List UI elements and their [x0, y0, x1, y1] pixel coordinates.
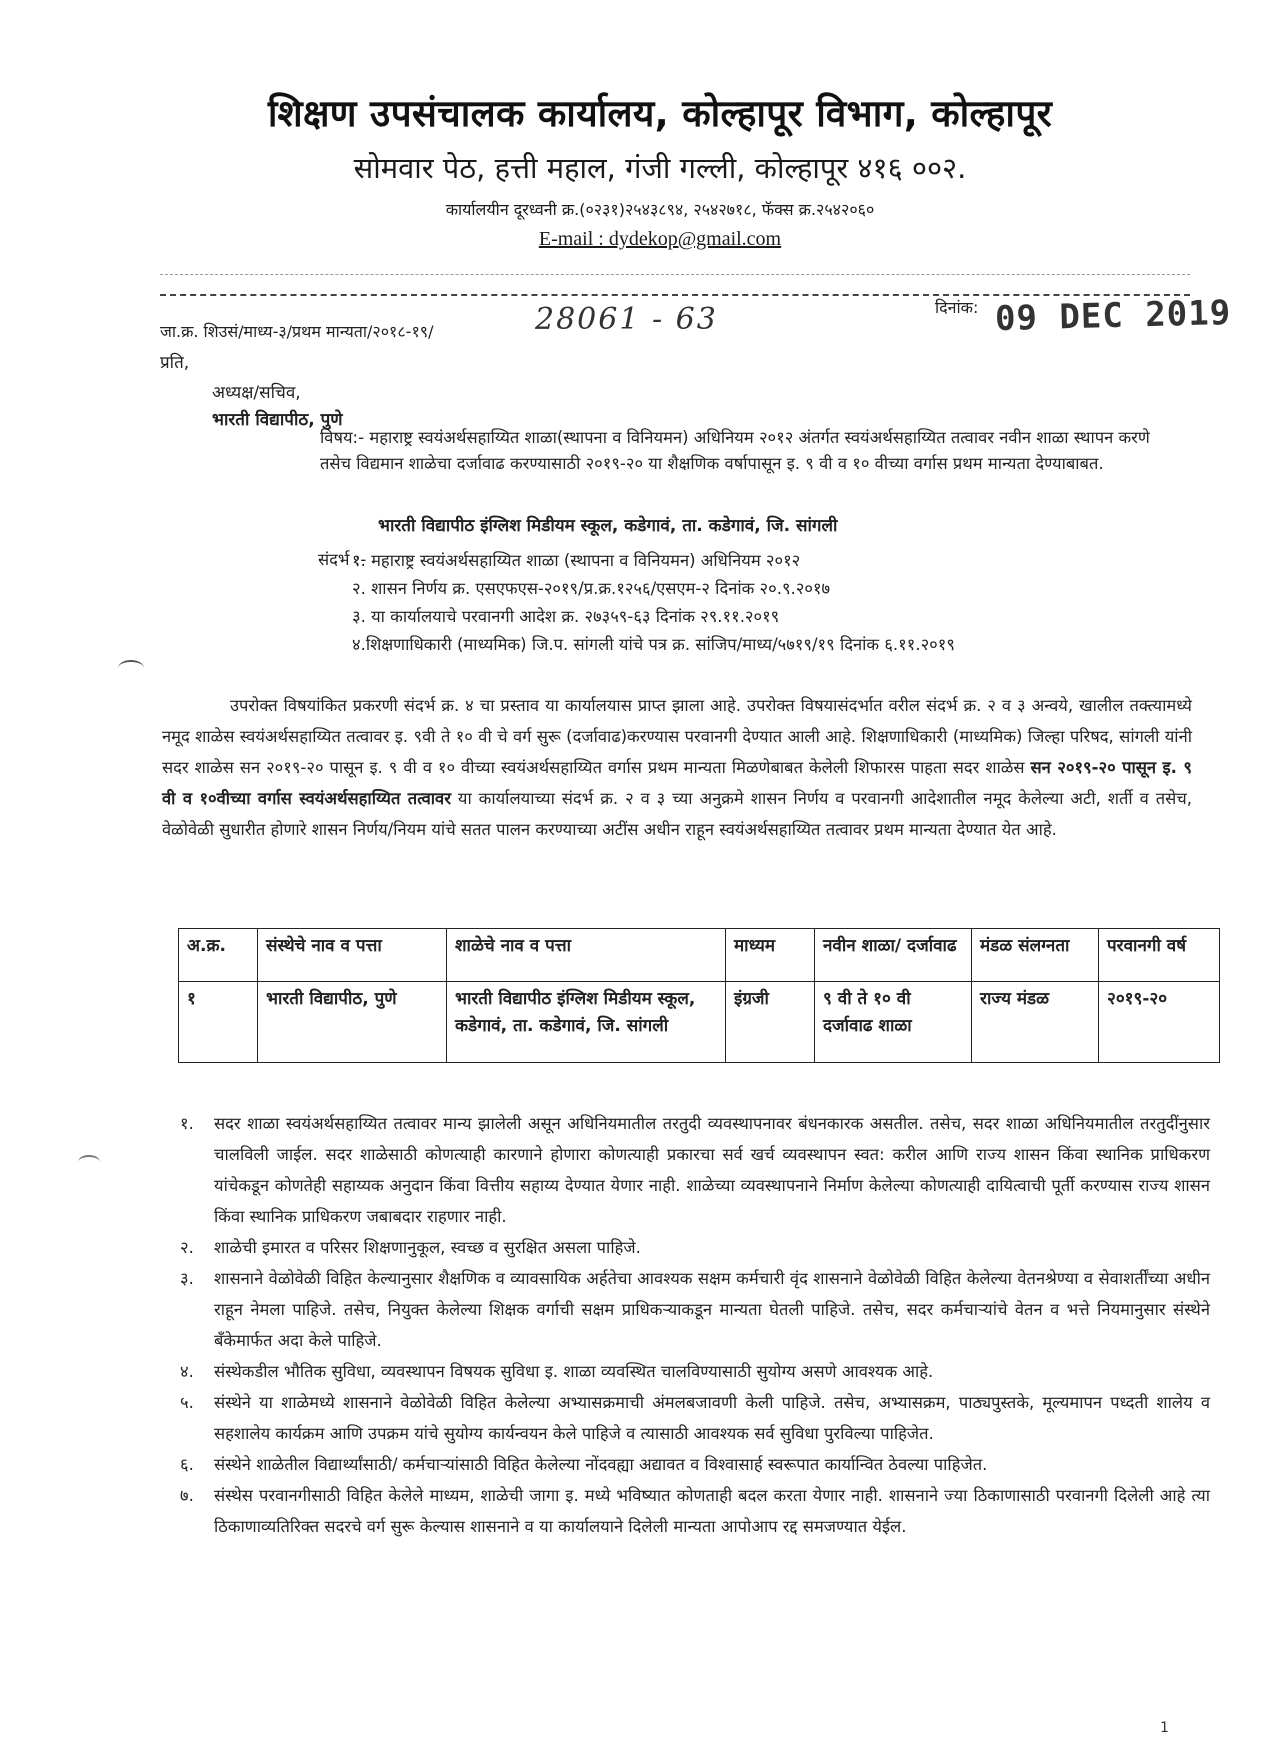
body-text-part1: उपरोक्त विषयांकित प्रकरणी संदर्भ क्र. ४ चा प्रस्ताव या कार्यालयास प्राप्त झाला आहे. उपरोक्त विषयासंदर्भात वरील संदर्भ क्र. २ व ३ अन्वये, खालील तक्त्यामध्ये नमूद शाळेस स्वयंअर्थसहाय्यित तत्वावर इ. ९वी ते १० वी चे वर्ग सुरू (दर्जावाढ)करण्यास परवानगी देण्यात आली आहे. शिक्षणाधिकारी (माध्यमिक) जिल्हा परिषद, सांगली यांनी सदर शाळेस सन २०१९-२० पासून इ. ९ वी व १० वीच्या स्वयंअर्थसहाय्यित वर्गास प्रथम मान्यता मिळणेबाबत केलेली शिफारस पाहता सदर शाळेस [162, 696, 1192, 777]
table-cell: भारती विद्यापीठ इंग्लिश मिडीयम स्कूल, कडेगावं, ता. कडेगावं, जि. सांगली [447, 982, 726, 1063]
body-text-bold: सन २०१९-२० पासून इ. ९ वी व १०वीच्या वर्गास स्वयंअर्थसहाय्यित तत्वावर [162, 758, 1192, 808]
body-paragraph [162, 690, 1192, 845]
header-cell: शाळेचे नाव व पत्ता [447, 929, 726, 982]
handwritten-reference-number: 28061 - 63 [535, 302, 718, 337]
office-email: E-mail : dydekop@gmail.com [538, 228, 782, 250]
condition-text: संस्थेस परवानगीसाठी विहित केलेले माध्यम, शाळेची जागा इ. मध्ये भविष्यात कोणताही बदल करता येणार नाही. शासनाने ज्या ठिकाणासाठी परवानगी दिलेली आहे त्या ठिकाणाव्यतिरिक्त सदरचे वर्ग सुरू केल्यास शासनाने व या कार्यालयाने दिलेली मान्यता आपोआप रद्द समजण्यात येईल. [214, 1486, 1210, 1536]
subject-text: महाराष्ट्र स्वयंअर्थसहाय्यित शाळा(स्थापना व विनियमन) अधिनियम २०१२ अंतर्गत स्वयंअर्थसहाय्यित तत्वावर नवीन शाळा स्थापन करणे तसेच विद्यमान शाळेचा दर्जावाढ करण्यासाठी २०१९-२० या शैक्षणिक वर्षापासून इ. ९ वी व १० वीच्या वर्गास प्रथम मान्यता देण्याबाबत. [320, 428, 1150, 473]
table-row [179, 982, 1220, 1063]
approval-table [178, 928, 1220, 1063]
condition-text: शासनाने वेळोवेळी विहित केल्यानुसार शैक्षणिक व व्यावसायिक अर्हतेचा आवश्यक सक्षम कर्मचारी वृंद शासनाने वेळोवेळी विहित केलेल्या वेतनश्रेण्या व सेवाशर्तींच्या अधीन राहून नेमला पाहिजे. तसेच, नियुक्त केलेल्या शिक्षक वर्गाची सक्षम प्राधिकऱ्याकडून मान्यता घेतली पाहिजे. तसेच, सदर कर्मचाऱ्यांचे वेतन व भत्ते नियमानुसार संस्थेने बँकेमार्फत अदा केले पाहिजे. [214, 1269, 1210, 1350]
reference-item: ४.शिक्षणाधिकारी (माध्यमिक) जि.प. सांगली यांचे पत्र क्र. सांजिप/माध्य/५७१९/१९ दिनांक ६.११.२०१९ [352, 635, 955, 654]
references-list [352, 547, 1182, 659]
addressee-organisation: भारती विद्यापीठ, पुणे [212, 410, 343, 430]
condition-item [180, 1232, 1210, 1263]
condition-text: संस्थेने शाळेतील विद्यार्थ्यांसाठी/ कर्मचाऱ्यांसाठी विहित केलेल्या नोंदवह्या अद्यावत व विश्वासार्ह स्वरूपात कार्यान्वित ठेवल्या पाहिजेत. [214, 1455, 988, 1474]
table-cell: भारती विद्यापीठ, पुणे [258, 982, 447, 1063]
header-cell: संस्थेचे नाव व पत्ता [258, 929, 447, 982]
condition-text: सदर शाळा स्वयंअर्थसहाय्यित तत्वावर मान्य झालेली असून अधिनियमातील तरतुदी व्यवस्थापनावर बंधनकारक असतील. तसेच, सदर शाळा अधिनियमातील तरतुदींनुसार चालविली जाईल. सदर शाळेसाठी कोणत्याही कारणाने होणारा कोणत्याही प्रकारचा सर्व खर्च व्यवस्थापन स्वत: करील आणि राज्य शासन किंवा स्थानिक प्राधिकरण यांचेकडून कोणतेही सहाय्यक अनुदान किंवा वित्तीय सहाय्य देण्यात येणार नाही. शाळेच्या व्यवस्थापनाने निर्माण केलेल्या कोणत्याही दायित्वाची पूर्ती करण्यास राज्य शासन किंवा स्थानिक प्राधिकरण जबाबदार राहणार नाही. [214, 1114, 1210, 1226]
reference-number: जा.क्र. शिउसं/माध्य-३/प्रथम मान्यता/२०१८-१९/ [160, 322, 434, 341]
header-cell: परवानगी वर्ष [1099, 929, 1220, 982]
prati-label: प्रति, [160, 353, 190, 373]
condition-number: ३. [180, 1269, 194, 1288]
scan-artifact [78, 1155, 100, 1169]
header-divider-top [160, 274, 1190, 275]
condition-item [180, 1263, 1210, 1356]
reference-item: ३. या कार्यालयाचे परवानगी आदेश क्र. २७३५९-६३ दिनांक २९.११.२०१९ [352, 607, 780, 626]
table-cell: राज्य मंडळ [972, 982, 1099, 1063]
condition-number: ४. [180, 1362, 194, 1381]
condition-text: संस्थेकडील भौतिक सुविधा, व्यवस्थापन विषयक सुविधा इ. शाळा व्यवस्थित चालविण्यासाठी सुयोग्य असणे आवश्यक आहे. [214, 1362, 934, 1381]
references-label: संदर्भ :- [318, 550, 367, 569]
office-address: सोमवार पेठ, हत्ती महाल, गंजी गल्ली, कोल्हापूर ४१६ ००२. [353, 151, 967, 185]
reference-item: १. महाराष्ट्र स्वयंअर्थसहाय्यित शाळा (स्थापना व विनियमन) अधिनियम २०१२ [352, 551, 801, 570]
office-phone: कार्यालयीन दूरध्वनी क्र.(०२३१)२५४३८९४, २५४२७१८, फॅक्स क्र.२५४२०६० [445, 200, 875, 219]
page-number: 1 [1160, 1720, 1169, 1736]
conditions-list [180, 1108, 1210, 1542]
date-label: दिनांक: [935, 298, 979, 317]
table-cell: इंग्रजी [726, 982, 815, 1063]
condition-number: २. [180, 1238, 194, 1257]
header-cell: अ.क्र. [179, 929, 258, 982]
subject-label: विषय:- [320, 428, 365, 447]
condition-item [180, 1449, 1210, 1480]
subject-school: भारती विद्यापीठ इंग्लिश मिडीयम स्कूल, कडेगावं, ता. कडेगावं, जि. सांगली [378, 516, 838, 536]
condition-item [180, 1108, 1210, 1232]
header-cell: नवीन शाळा/ दर्जावाढ [815, 929, 972, 982]
condition-item [180, 1356, 1210, 1387]
date-stamp: 09 DEC 2019 [994, 292, 1232, 340]
header-cell: माध्यम [726, 929, 815, 982]
condition-item [180, 1387, 1210, 1449]
scan-artifact [118, 660, 144, 676]
condition-number: ५. [180, 1393, 194, 1412]
table-cell: १ [179, 982, 258, 1063]
body-text-part2: या कार्यालयाच्या संदर्भ क्र. २ व ३ च्या अनुक्रमे शासन निर्णय व परवानगी आदेशातील नमूद केलेल्या अटी, शर्ती व तसेच, वेळोवेळी सुधारीत होणारे शासन निर्णय/नियम यांचे सतत पालन करण्याच्या अटींस अधीन राहून स्वयंअर्थसहाय्यित तत्वावर प्रथम मान्यता देण्यात येत आहे. [162, 789, 1193, 839]
addressee-title: अध्यक्ष/सचिव, [212, 383, 301, 403]
header-cell: मंडळ संलग्नता [972, 929, 1099, 982]
header-divider [160, 294, 1190, 296]
subject-block [320, 425, 1180, 477]
condition-number: ६. [180, 1455, 194, 1474]
condition-item [180, 1480, 1210, 1542]
reference-item: २. शासन निर्णय क्र. एसएफएस-२०१९/प्र.क्र.१२५६/एसएम-२ दिनांक २०.९.२०१७ [352, 579, 831, 598]
table-header-row [179, 929, 1220, 982]
office-title: शिक्षण उपसंचालक कार्यालय, कोल्हापूर विभाग, कोल्हापूर [267, 92, 1053, 135]
table-cell: २०१९-२० [1099, 982, 1220, 1063]
condition-text: संस्थेने या शाळेमध्ये शासनाने वेळोवेळी विहित केलेल्या अभ्यासक्रमाची अंमलबजावणी केली पाहिजे. तसेच, अभ्यासक्रम, पाठ्यपुस्तके, मूल्यमापन पध्दती शालेय व सहशालेय कार्यक्रम आणि उपक्रम यांचे सुयोग्य कार्यन्वयन केले पाहिजे व त्यासाठी आवश्यक सर्व सुविधा पुरविल्या पाहिजेत. [214, 1393, 1210, 1443]
table-cell: ९ वी ते १० वी दर्जावाढ शाळा [815, 982, 972, 1063]
condition-number: ७. [180, 1486, 194, 1505]
condition-text: शाळेची इमारत व परिसर शिक्षणानुकूल, स्वच्छ व सुरक्षित असला पाहिजे. [214, 1238, 641, 1257]
condition-number: १. [180, 1114, 194, 1133]
